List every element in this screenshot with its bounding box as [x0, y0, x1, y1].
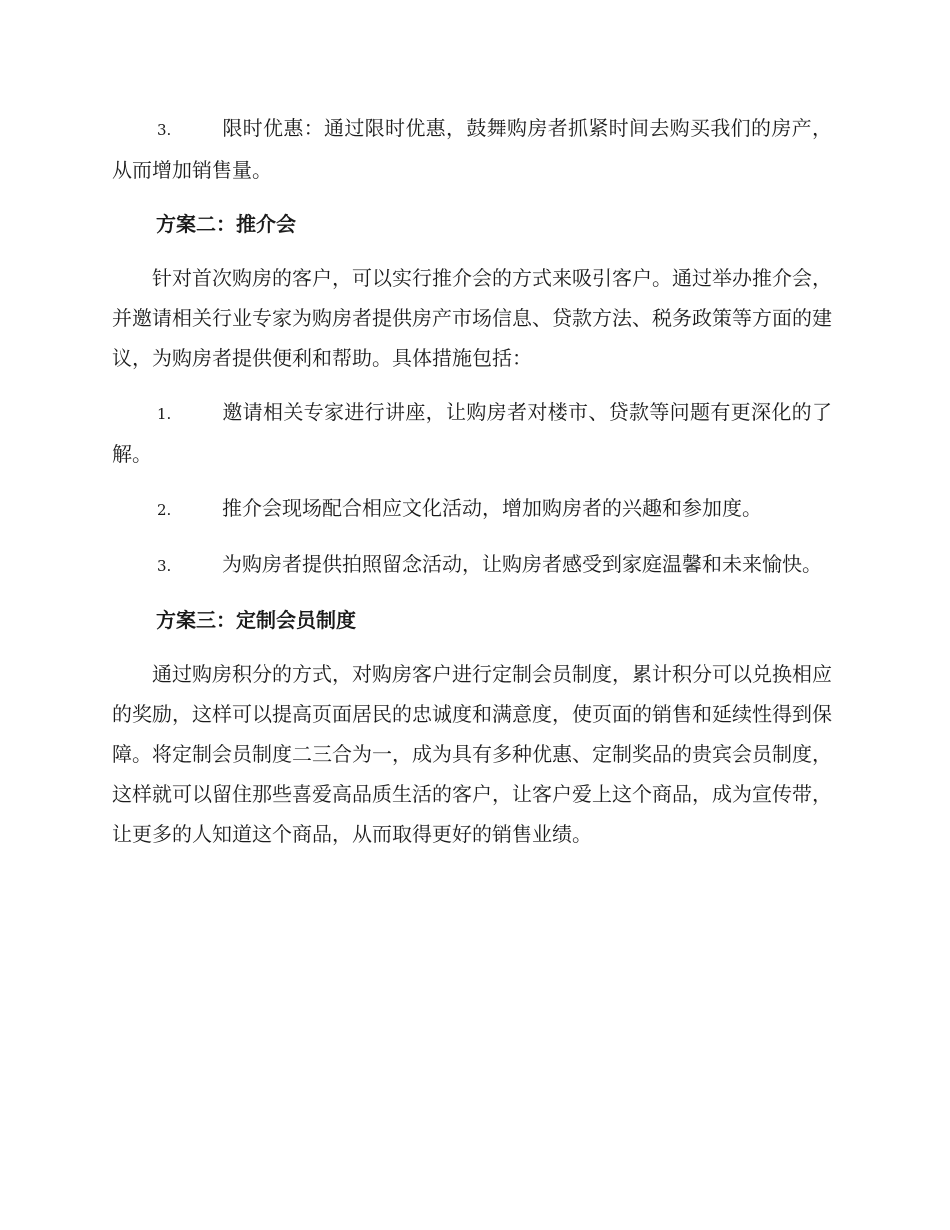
list-text: 为购房者提供拍照留念活动，让购房者感受到家庭温馨和未来愉快。 [222, 552, 822, 576]
list-number: 3. [157, 557, 172, 575]
list-number: 1. [157, 405, 172, 423]
section-heading: 方案三：定制会员制度 [156, 608, 356, 632]
section-paragraph: 针对首次购房的客户，可以实行推介会的方式来吸引客户。通过举办推介会，并邀请相关行业专家为购房者提供房产市场信息、贷款方法、税务政策等方面的建议，为购房者提供便利和帮助。具体措施包括： [112, 266, 832, 370]
list-item [112, 488, 832, 530]
section-heading: 方案二：推介会 [156, 212, 296, 236]
list-number: 2. [157, 501, 172, 519]
list-item [112, 544, 832, 586]
document-page [112, 108, 832, 854]
list-number: 3. [157, 121, 172, 139]
section-paragraph: 通过购房积分的方式，对购房客户进行定制会员制度，累计积分可以兑换相应的奖励，这样可以提高页面居民的忠诚度和满意度，使页面的销售和延续性得到保障。将定制会员制度二三合为一，成为具有多种优惠、定制奖品的贵宾会员制度，这样就可以留住那些喜爱高品质生活的客户，让客户爱上这个商品，成为宣传带，让更多的人知道这个商品，从而取得更好的销售业绩。 [112, 662, 832, 846]
list-item [112, 108, 832, 190]
list-text: 邀请相关专家进行讲座，让购房者对楼市、贷款等问题有更深化的了解。 [112, 400, 832, 466]
list-item [112, 392, 832, 474]
list-text: 限时优惠：通过限时优惠，鼓舞购房者抓紧时间去购买我们的房产，从而增加销售量。 [112, 116, 832, 182]
list-text: 推介会现场配合相应文化活动，增加购房者的兴趣和参加度。 [222, 496, 762, 520]
